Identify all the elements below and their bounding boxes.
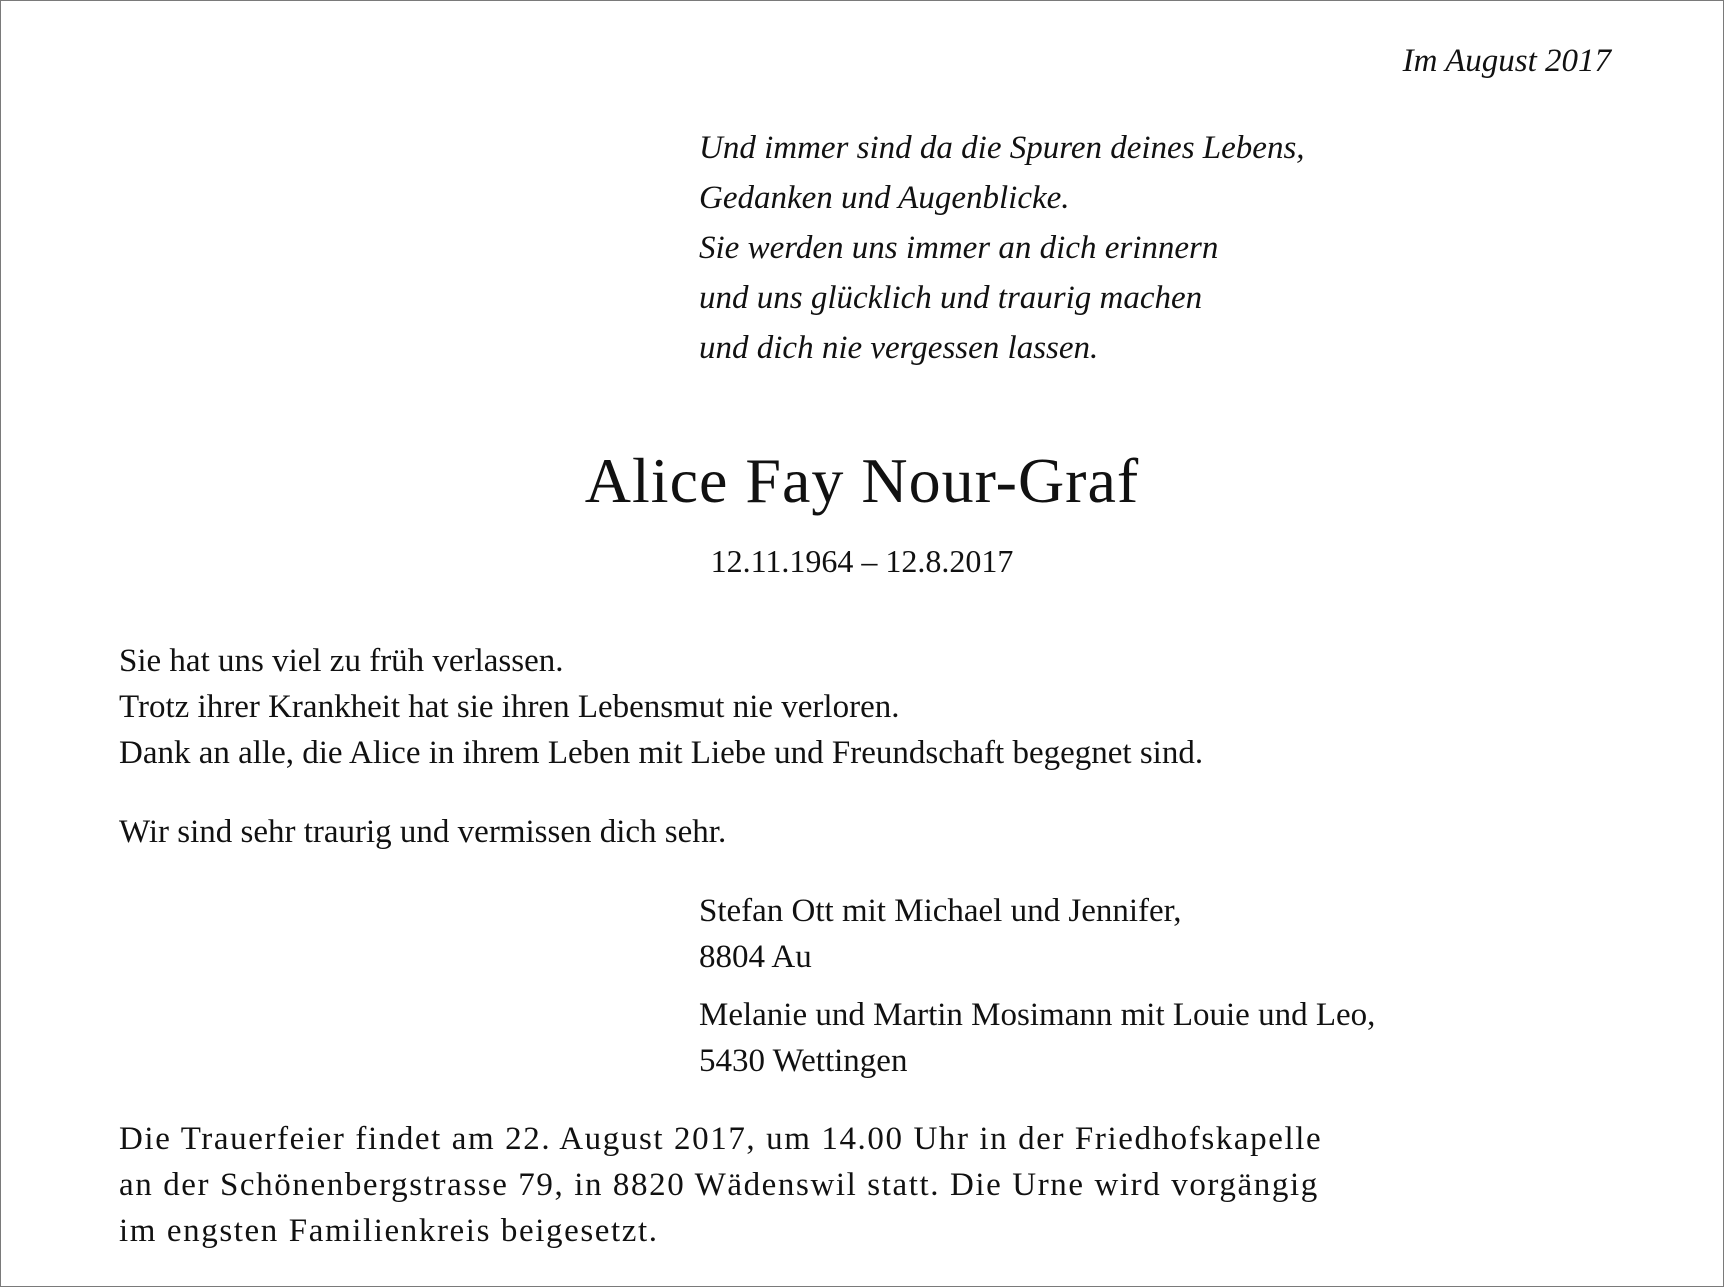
ceremony-line: Die Trauerfeier findet am 22. August 2017, um 14.00 Uhr in der Friedhofskapelle [119,1121,1323,1157]
message-line: Sie hat uns viel zu früh verlassen. [119,643,564,679]
mourners-list [699,888,1375,1096]
ceremony-line: an der Schönenbergstrasse 79, in 8820 Wädenswil statt. Die Urne wird vorgängig [119,1167,1319,1203]
poem-line: Und immer sind da die Spuren deines Lebens, [699,130,1305,166]
mourner-entry [699,992,1375,1084]
farewell-message [119,638,1203,776]
message-line: Dank an alle, die Alice in ihrem Leben mit Liebe und Freundschaft begegnet sind. [119,735,1204,771]
poem-line: Sie werden uns immer an dich erinnern [699,230,1219,266]
memorial-poem [699,123,1305,373]
notice-date: Im August 2017 [1402,43,1611,79]
poem-line: und uns glücklich und traurig machen [699,280,1203,316]
ceremony-line: im engsten Familienkreis beigesetzt. [119,1213,659,1249]
deceased-name: Alice Fay Nour-Graf [584,445,1140,516]
mourner-names: Melanie und Martin Mosimann mit Louie und Leo, [699,997,1376,1033]
ceremony-details [119,1116,1322,1254]
poem-line: und dich nie vergessen lassen. [699,330,1099,366]
poem-line: Gedanken und Augenblicke. [699,180,1070,216]
closing-line: Wir sind sehr traurig und vermissen dich sehr. [119,814,727,850]
life-dates: 12.11.1964 – 12.8.2017 [710,543,1014,579]
mourner-names: Stefan Ott mit Michael und Jennifer, [699,893,1182,929]
message-line: Trotz ihrer Krankheit hat sie ihren Lebensmut nie verloren. [119,689,900,725]
mourner-entry [699,888,1375,980]
mourner-place: 8804 Au [699,939,812,975]
mourner-place: 5430 Wettingen [699,1043,908,1079]
